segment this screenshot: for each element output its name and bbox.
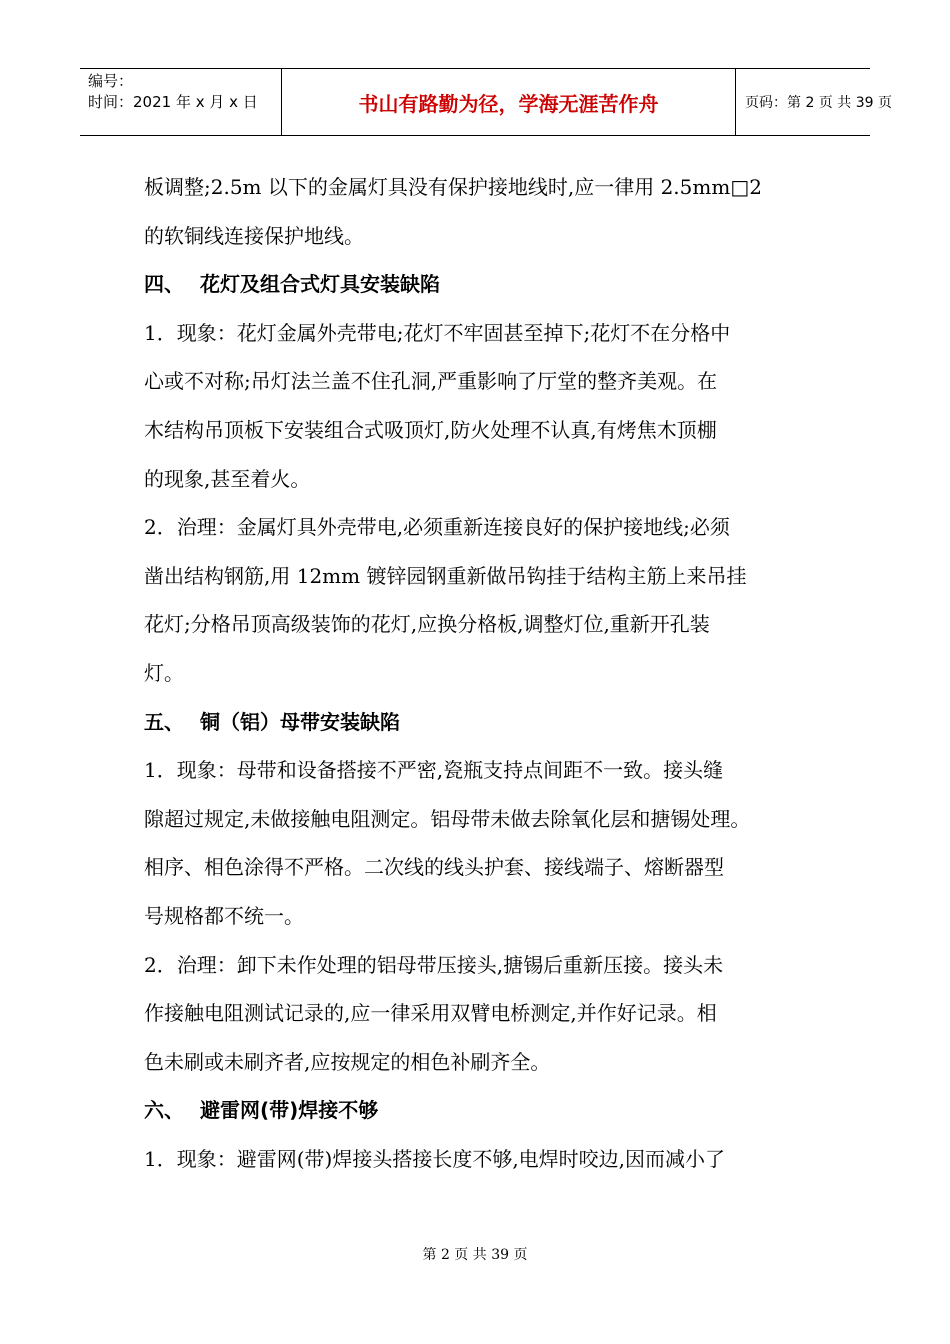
body-text-line: 木结构吊顶板下安装组合式吸顶灯,防火处理不认真,有烤焦木顶棚 — [144, 417, 717, 442]
body-text-line: 灯。 — [144, 660, 184, 685]
section-number: 五、 — [144, 709, 184, 734]
body-text-line: 2．治理：卸下未作处理的铝母带压接头,搪锡后重新压接。接头未 — [144, 952, 724, 977]
section-heading — [144, 260, 824, 309]
header-meta — [80, 69, 282, 135]
header-motto: 书山有路勤为径，学海无涯苦作舟 — [282, 69, 736, 135]
section-heading — [144, 1086, 824, 1135]
body-text-line: 板调整;2.5m 以下的金属灯具没有保护接地线时,应一律用 2.5mm□2 — [144, 175, 762, 199]
body-text-line: 的软铜线连接保护地线。 — [144, 223, 364, 248]
section-number: 四、 — [144, 272, 184, 297]
body-text-line: 作接触电阻测试记录的,应一律采用双臂电桥测定,并作好记录。相 — [144, 1001, 717, 1026]
body-text-line: 相序、相色涂得不严格。二次线的线头护套、接线端子、熔断器型 — [144, 855, 724, 880]
document-header — [80, 68, 892, 136]
body-text-line: 号规格都不统一。 — [144, 903, 304, 928]
time-label: 时间：2021 年 x 月 x 日 — [88, 93, 258, 111]
body-text-line: 色未刷或未刷齐者,应按规定的相色补刷齐全。 — [144, 1049, 551, 1074]
page-footer: 第 2 页 共 39 页 — [422, 1247, 528, 1263]
header-page-info: 页码：第 2 页 共 39 页 — [745, 95, 892, 111]
body-text-line: 2．治理：金属灯具外壳带电,必须重新连接良好的保护接地线;必须 — [144, 515, 730, 540]
section-title: 避雷网(带)焊接不够 — [200, 1098, 379, 1123]
body-text-line: 隙超过规定,未做接触电阻测定。铝母带未做去除氧化层和搪锡处理。 — [144, 806, 751, 831]
section-number: 六、 — [144, 1098, 184, 1123]
document-body — [144, 163, 824, 1183]
body-text-line: 1．现象：花灯金属外壳带电;花灯不牢固甚至掉下;花灯不在分格中 — [144, 320, 731, 345]
body-text-line: 心或不对称;吊灯法兰盖不住孔洞,严重影响了厅堂的整齐美观。在 — [144, 369, 718, 394]
body-text-line: 的现象,甚至着火。 — [144, 466, 311, 491]
body-text-line: 花灯;分格吊顶高级装饰的花灯,应换分格板,调整灯位,重新开孔装 — [144, 612, 710, 637]
section-heading — [144, 698, 824, 747]
section-title: 花灯及组合式灯具安装缺陷 — [200, 272, 440, 297]
number-label: 编号： — [88, 72, 134, 90]
body-text-line: 1．现象：母带和设备搭接不严密,瓷瓶支持点间距不一致。接头缝 — [144, 758, 724, 783]
body-text-line: 凿出结构钢筋,用 12mm 镀锌园钢重新做吊钩挂于结构主筋上来吊挂 — [144, 563, 747, 588]
section-title: 铜（铝）母带安装缺陷 — [200, 709, 400, 734]
body-text-line: 1．现象：避雷网(带)焊接头搭接长度不够,电焊时咬边,因而减小了 — [144, 1146, 726, 1171]
